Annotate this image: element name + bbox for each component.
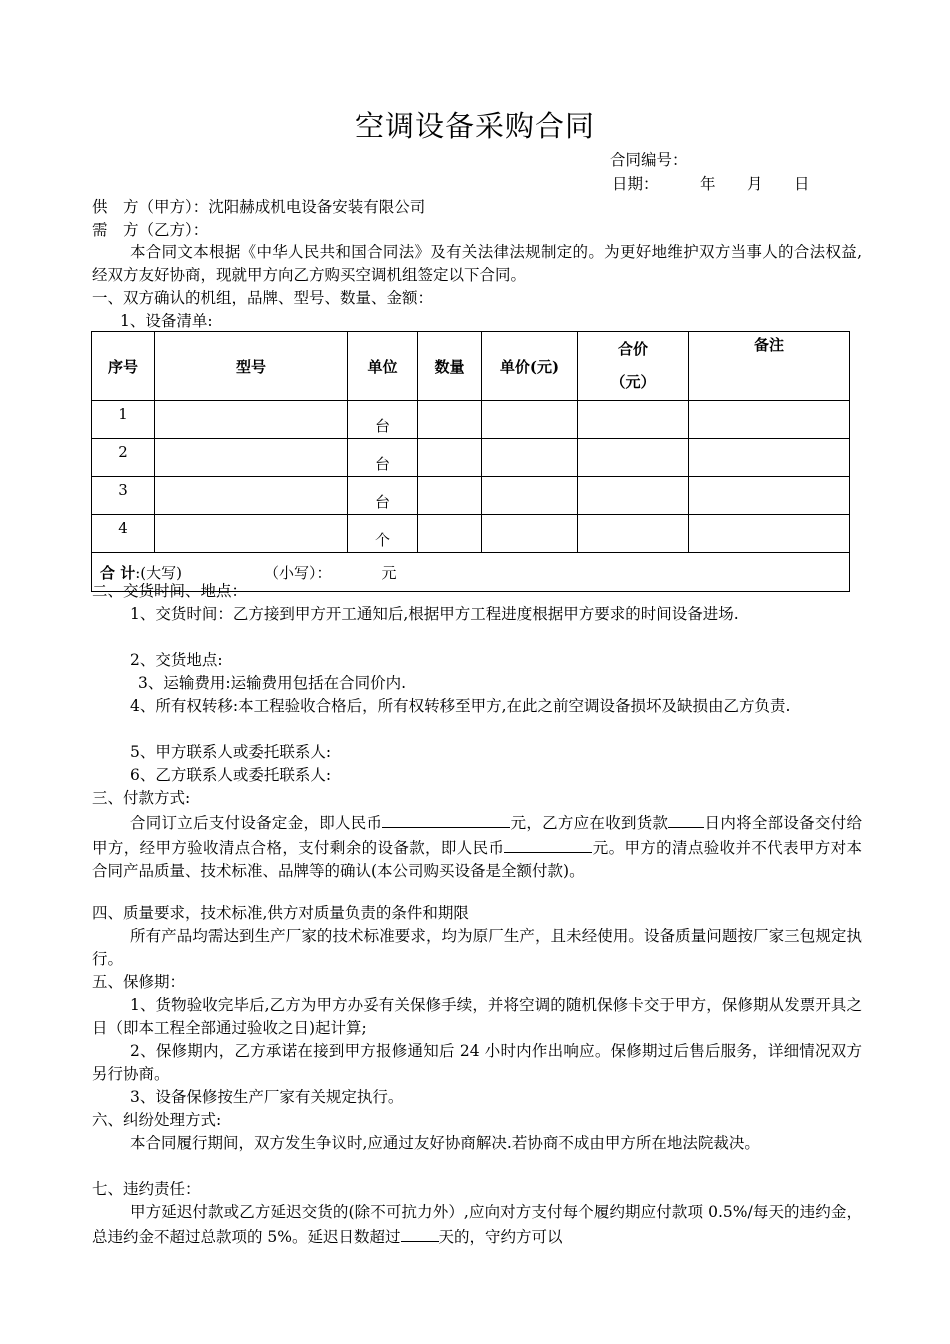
balance-amount-blank[interactable] [504, 835, 592, 853]
contract-number-label: 合同编号： [610, 151, 688, 169]
deposit-amount-blank[interactable] [382, 810, 510, 828]
section-2-item: 2、交货地点: [130, 651, 223, 669]
section-2-item: 3、运输费用:运输费用包括在合同价内. [138, 674, 407, 692]
section-7-heading: 七、违约责任： [92, 1180, 201, 1198]
row-model [155, 515, 348, 553]
row-qty [418, 401, 482, 439]
section-4-paragraph: 所有产品均需达到生产厂家的技术标准要求，均为原厂生产，且未经使用。设备质量问题按厂家三包规定执行。 [92, 927, 862, 968]
section-7-paragraph [92, 1201, 862, 1249]
row-seq: 4 [92, 515, 155, 553]
section-2-item: 5、甲方联系人或委托联系人: [130, 743, 332, 761]
payment-text-2: 元，乙方应在收到货款 [510, 814, 669, 832]
date-day: 日 [794, 175, 810, 193]
row-unit: 台 [348, 401, 418, 439]
table-row [92, 477, 850, 515]
payment-text-3: 日内将全部设备交付给甲方，经甲方验收清点合格，支付剩余的设备款，即人民币 [92, 814, 862, 857]
row-unit: 个 [348, 515, 418, 553]
section-5-item: 3、设备保修按生产厂家有关规定执行。 [130, 1088, 404, 1106]
equipment-table [91, 331, 850, 592]
row-qty [418, 439, 482, 477]
party-a: 供 方（甲方）：沈阳赫成机电设备安装有限公司 [92, 198, 426, 216]
row-unit: 台 [348, 477, 418, 515]
section-6-heading: 六、纠纷处理方式: [92, 1111, 222, 1129]
section-3-heading: 三、付款方式: [92, 789, 191, 807]
row-total [578, 439, 689, 477]
header-total-line1: 合价 [617, 340, 648, 358]
intro-paragraph: 本合同文本根据《中华人民共和国合同法》及有关法律法规制定的。为更好地维护双方当事人的合法权益,经双方友好协商，现就甲方向乙方购买空调机组签定以下合同。 [92, 243, 862, 284]
row-seq: 2 [92, 439, 155, 477]
row-total [578, 477, 689, 515]
row-price [482, 477, 578, 515]
delay-days-blank[interactable] [401, 1224, 439, 1242]
section-4-heading: 四、质量要求，技术标准,供方对质量负责的条件和期限 [92, 904, 469, 922]
row-note [689, 515, 850, 553]
table-row [92, 401, 850, 439]
header-total-line2: （元） [610, 373, 656, 391]
penalty-text-1: 甲方延迟付款或乙方延迟交货的(除不可抗力外）,应向对方支付每个履约期应付款项 0.5%/每天的违约金，总违约金不超过总款项的 5%。延迟日数超过 [92, 1203, 862, 1246]
section-2-heading: 二、交货时间、地点： [92, 582, 248, 600]
header-model: 型号 [155, 332, 348, 401]
row-seq: 1 [92, 401, 155, 439]
party-b: 需 方（乙方）： [92, 221, 209, 239]
total-daxie: :(大写) [135, 563, 182, 582]
total-xiaoxie: （小写）： [264, 563, 332, 582]
table-row [92, 515, 850, 553]
row-price [482, 515, 578, 553]
header-total [578, 332, 689, 401]
row-total [578, 401, 689, 439]
section-5-heading: 五、保修期： [92, 973, 186, 991]
page-title: 空调设备采购合同 [354, 109, 595, 143]
row-note [689, 401, 850, 439]
row-price [482, 401, 578, 439]
header-seq: 序号 [92, 332, 155, 401]
header-price: 单价(元) [482, 332, 578, 401]
row-model [155, 439, 348, 477]
row-model [155, 401, 348, 439]
section-2-item: 6、乙方联系人或委托联系人: [130, 766, 332, 784]
row-qty [418, 477, 482, 515]
section-2-item: 1、交货时间：乙方接到甲方开工通知后,根据甲方工程进度根据甲方要求的时间设备进场. [130, 605, 739, 623]
total-label: 合 计 [100, 563, 136, 582]
total-yuan: 元 [381, 563, 397, 582]
date-year: 年 [700, 175, 716, 193]
section-5-item: 2、保修期内，乙方承诺在接到甲方报修通知后 24 小时内作出响应。保修期过后售后服务，详细情况双方另行协商。 [92, 1042, 862, 1083]
row-model [155, 477, 348, 515]
date-label: 日期： [612, 175, 659, 193]
payment-text-4: 元。甲方的清点验收并不代表甲方对本合同产品质量、技术标准、品牌等的确认(本公司购买设备是全额付款)。 [92, 839, 862, 880]
header-qty: 数量 [418, 332, 482, 401]
header-note-text: 备注 [753, 336, 784, 354]
table-row [92, 439, 850, 477]
section-1-heading: 一、双方确认的机组，品牌、型号、数量、金额： [92, 289, 434, 307]
row-total [578, 515, 689, 553]
header-unit: 单位 [348, 332, 418, 401]
row-qty [418, 515, 482, 553]
table-header-row [92, 332, 850, 401]
delivery-days-blank[interactable] [668, 810, 704, 828]
section-5-item: 1、货物验收完毕后,乙方为甲方办妥有关保修手续，并将空调的随机保修卡交于甲方，保修期从发票开具之日（即本工程全部通过验收之日)起计算; [92, 996, 862, 1037]
row-unit: 台 [348, 439, 418, 477]
header-note [689, 332, 850, 401]
row-note [689, 477, 850, 515]
payment-text-1: 合同订立后支付设备定金，即人民币 [130, 814, 383, 832]
section-3-paragraph [92, 810, 862, 883]
section-1-1: 1、设备清单: [120, 312, 213, 330]
section-6-paragraph: 本合同履行期间，双方发生争议时,应通过友好协商解决.若协商不成由甲方所在地法院裁决。 [130, 1134, 760, 1152]
row-price [482, 439, 578, 477]
section-2-item: 4、所有权转移:本工程验收合格后，所有权转移至甲方,在此之前空调设备损坏及缺损由乙方负责. [130, 697, 791, 715]
row-seq: 3 [92, 477, 155, 515]
date-month: 月 [747, 175, 763, 193]
penalty-text-2: 天的，守约方可以 [438, 1228, 563, 1246]
row-note [689, 439, 850, 477]
